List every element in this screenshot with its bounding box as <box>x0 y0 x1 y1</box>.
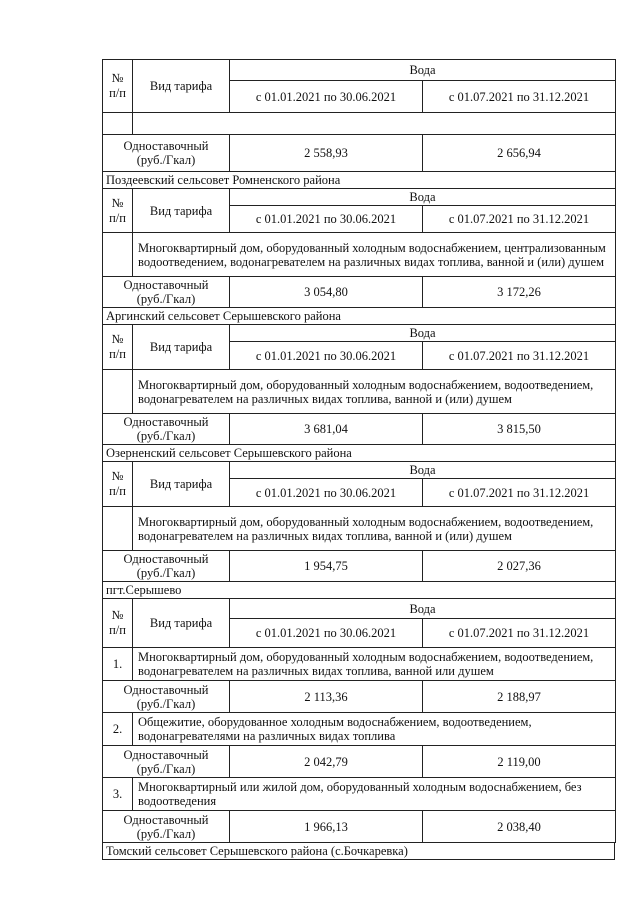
tariff-document <box>102 59 615 860</box>
period-2-header: с 01.07.2021 по 31.12.2021 <box>423 81 616 113</box>
water-header: Вода <box>230 462 616 479</box>
municipality-title: Поздеевский сельсовет Ромненского района <box>103 172 616 189</box>
row-number <box>103 370 133 414</box>
rate-label <box>103 551 230 582</box>
row-number: 3. <box>103 778 133 811</box>
value-period-1: 2 558,93 <box>230 135 423 172</box>
rate-label <box>103 746 230 778</box>
rate-label <box>103 681 230 713</box>
period-1-header: с 01.01.2021 по 30.06.2021 <box>230 81 423 113</box>
value-period-1: 3 054,80 <box>230 277 423 308</box>
row-number: 1. <box>103 648 133 681</box>
type-header: Вид тарифа <box>133 60 230 113</box>
value-period-2: 2 027,36 <box>423 551 616 582</box>
rate-label-line1: Одноставочный <box>123 415 209 429</box>
municipality-title: Озерненский сельсовет Серышевского района <box>103 445 616 462</box>
water-header: Вода <box>230 599 616 619</box>
type-header: Вид тарифа <box>133 189 230 233</box>
num-header: № п/п <box>103 599 133 648</box>
num-header: № п/п <box>103 60 133 113</box>
rate-label-line1: Одноставочный <box>123 139 209 153</box>
tariff-table <box>102 308 616 445</box>
period-2-header: с 01.07.2021 по 31.12.2021 <box>423 619 616 648</box>
value-period-2: 3 815,50 <box>423 414 616 445</box>
value-period-1: 3 681,04 <box>230 414 423 445</box>
municipality-title: пгт.Серышево <box>103 582 616 599</box>
description-cell: Многоквартирный дом, оборудованный холодным водоснабжением, водоотведением, водонагревателем на различных видах топлива, ванной и (или) душем <box>133 370 616 414</box>
value-period-2: 2 188,97 <box>423 681 616 713</box>
description-cell: Многоквартирный дом, оборудованный холодным водоснабжением, водоотведением, водонагревателем на различных видах топлива, ванной и (или) душем <box>133 507 616 551</box>
row-number <box>103 507 133 551</box>
type-header: Вид тарифа <box>133 325 230 370</box>
description-cell <box>133 113 616 135</box>
tariff-table <box>102 172 616 308</box>
value-period-1: 1 966,13 <box>230 811 423 843</box>
municipality-title: Томский сельсовет Серышевского района (с.Бочкаревка) <box>103 843 615 860</box>
type-header: Вид тарифа <box>133 599 230 648</box>
type-header: Вид тарифа <box>133 462 230 507</box>
value-period-2: 2 119,00 <box>423 746 616 778</box>
rate-label-line1: Одноставочный <box>123 278 209 292</box>
rate-label <box>103 135 230 172</box>
period-1-header: с 01.01.2021 по 30.06.2021 <box>230 619 423 648</box>
rate-label-line1: Одноставочный <box>123 552 209 566</box>
num-header: № п/п <box>103 462 133 507</box>
value-period-1: 2 113,36 <box>230 681 423 713</box>
rate-label-line1: Одноставочный <box>123 812 209 827</box>
row-number: 2. <box>103 713 133 746</box>
period-2-header: с 01.07.2021 по 31.12.2021 <box>423 342 616 370</box>
rate-label-line2: (руб./Гкал) <box>136 566 196 580</box>
period-1-header: с 01.01.2021 по 30.06.2021 <box>230 342 423 370</box>
value-period-2: 3 172,26 <box>423 277 616 308</box>
rate-label-line2: (руб./Гкал) <box>136 292 196 306</box>
description-cell: Многоквартирный или жилой дом, оборудованный холодным водоснабжением, без водоотведения <box>133 778 616 811</box>
value-period-1: 2 042,79 <box>230 746 423 778</box>
rate-label-line2: (руб./Гкал) <box>136 761 196 776</box>
description-cell: Многоквартирный дом, оборудованный холодным водоснабжением, водоотведением, водонагревателем на различных видах топлива, ванной или душем <box>133 648 616 681</box>
rate-label-line2: (руб./Гкал) <box>136 429 196 443</box>
value-period-2: 2 038,40 <box>423 811 616 843</box>
footer-table <box>102 843 615 860</box>
num-header: № п/п <box>103 325 133 370</box>
period-2-header: с 01.07.2021 по 31.12.2021 <box>423 206 616 233</box>
rate-label-line2: (руб./Гкал) <box>136 696 196 711</box>
rate-label <box>103 414 230 445</box>
rate-label-line1: Одноставочный <box>123 682 209 697</box>
water-header: Вода <box>230 189 616 206</box>
blank-cell <box>103 113 133 135</box>
municipality-title: Аргинский сельсовет Серышевского района <box>103 308 616 325</box>
description-cell: Многоквартирный дом, оборудованный холодным водоснабжением, централизованным водоотведением, водонагревателем на различных видах топлива, ванной и (или) душем <box>133 233 616 277</box>
description-cell: Общежитие, оборудованное холодным водоснабжением, водоотведением, водонагревателями на различных видах топлива <box>133 713 616 746</box>
tariff-table <box>102 445 616 582</box>
rate-label <box>103 277 230 308</box>
row-number <box>103 233 133 277</box>
value-period-1: 1 954,75 <box>230 551 423 582</box>
rate-label-line2: (руб./Гкал) <box>136 153 196 167</box>
tariff-table <box>102 582 616 843</box>
period-1-header: с 01.01.2021 по 30.06.2021 <box>230 206 423 233</box>
rate-label-line1: Одноставочный <box>123 747 209 762</box>
period-2-header: с 01.07.2021 по 31.12.2021 <box>423 479 616 507</box>
rate-label-line2: (руб./Гкал) <box>136 826 196 841</box>
rate-label <box>103 811 230 843</box>
water-header: Вода <box>230 325 616 342</box>
tariff-table <box>102 59 616 172</box>
num-header: № п/п <box>103 189 133 233</box>
value-period-2: 2 656,94 <box>423 135 616 172</box>
period-1-header: с 01.01.2021 по 30.06.2021 <box>230 479 423 507</box>
water-header: Вода <box>230 60 616 81</box>
